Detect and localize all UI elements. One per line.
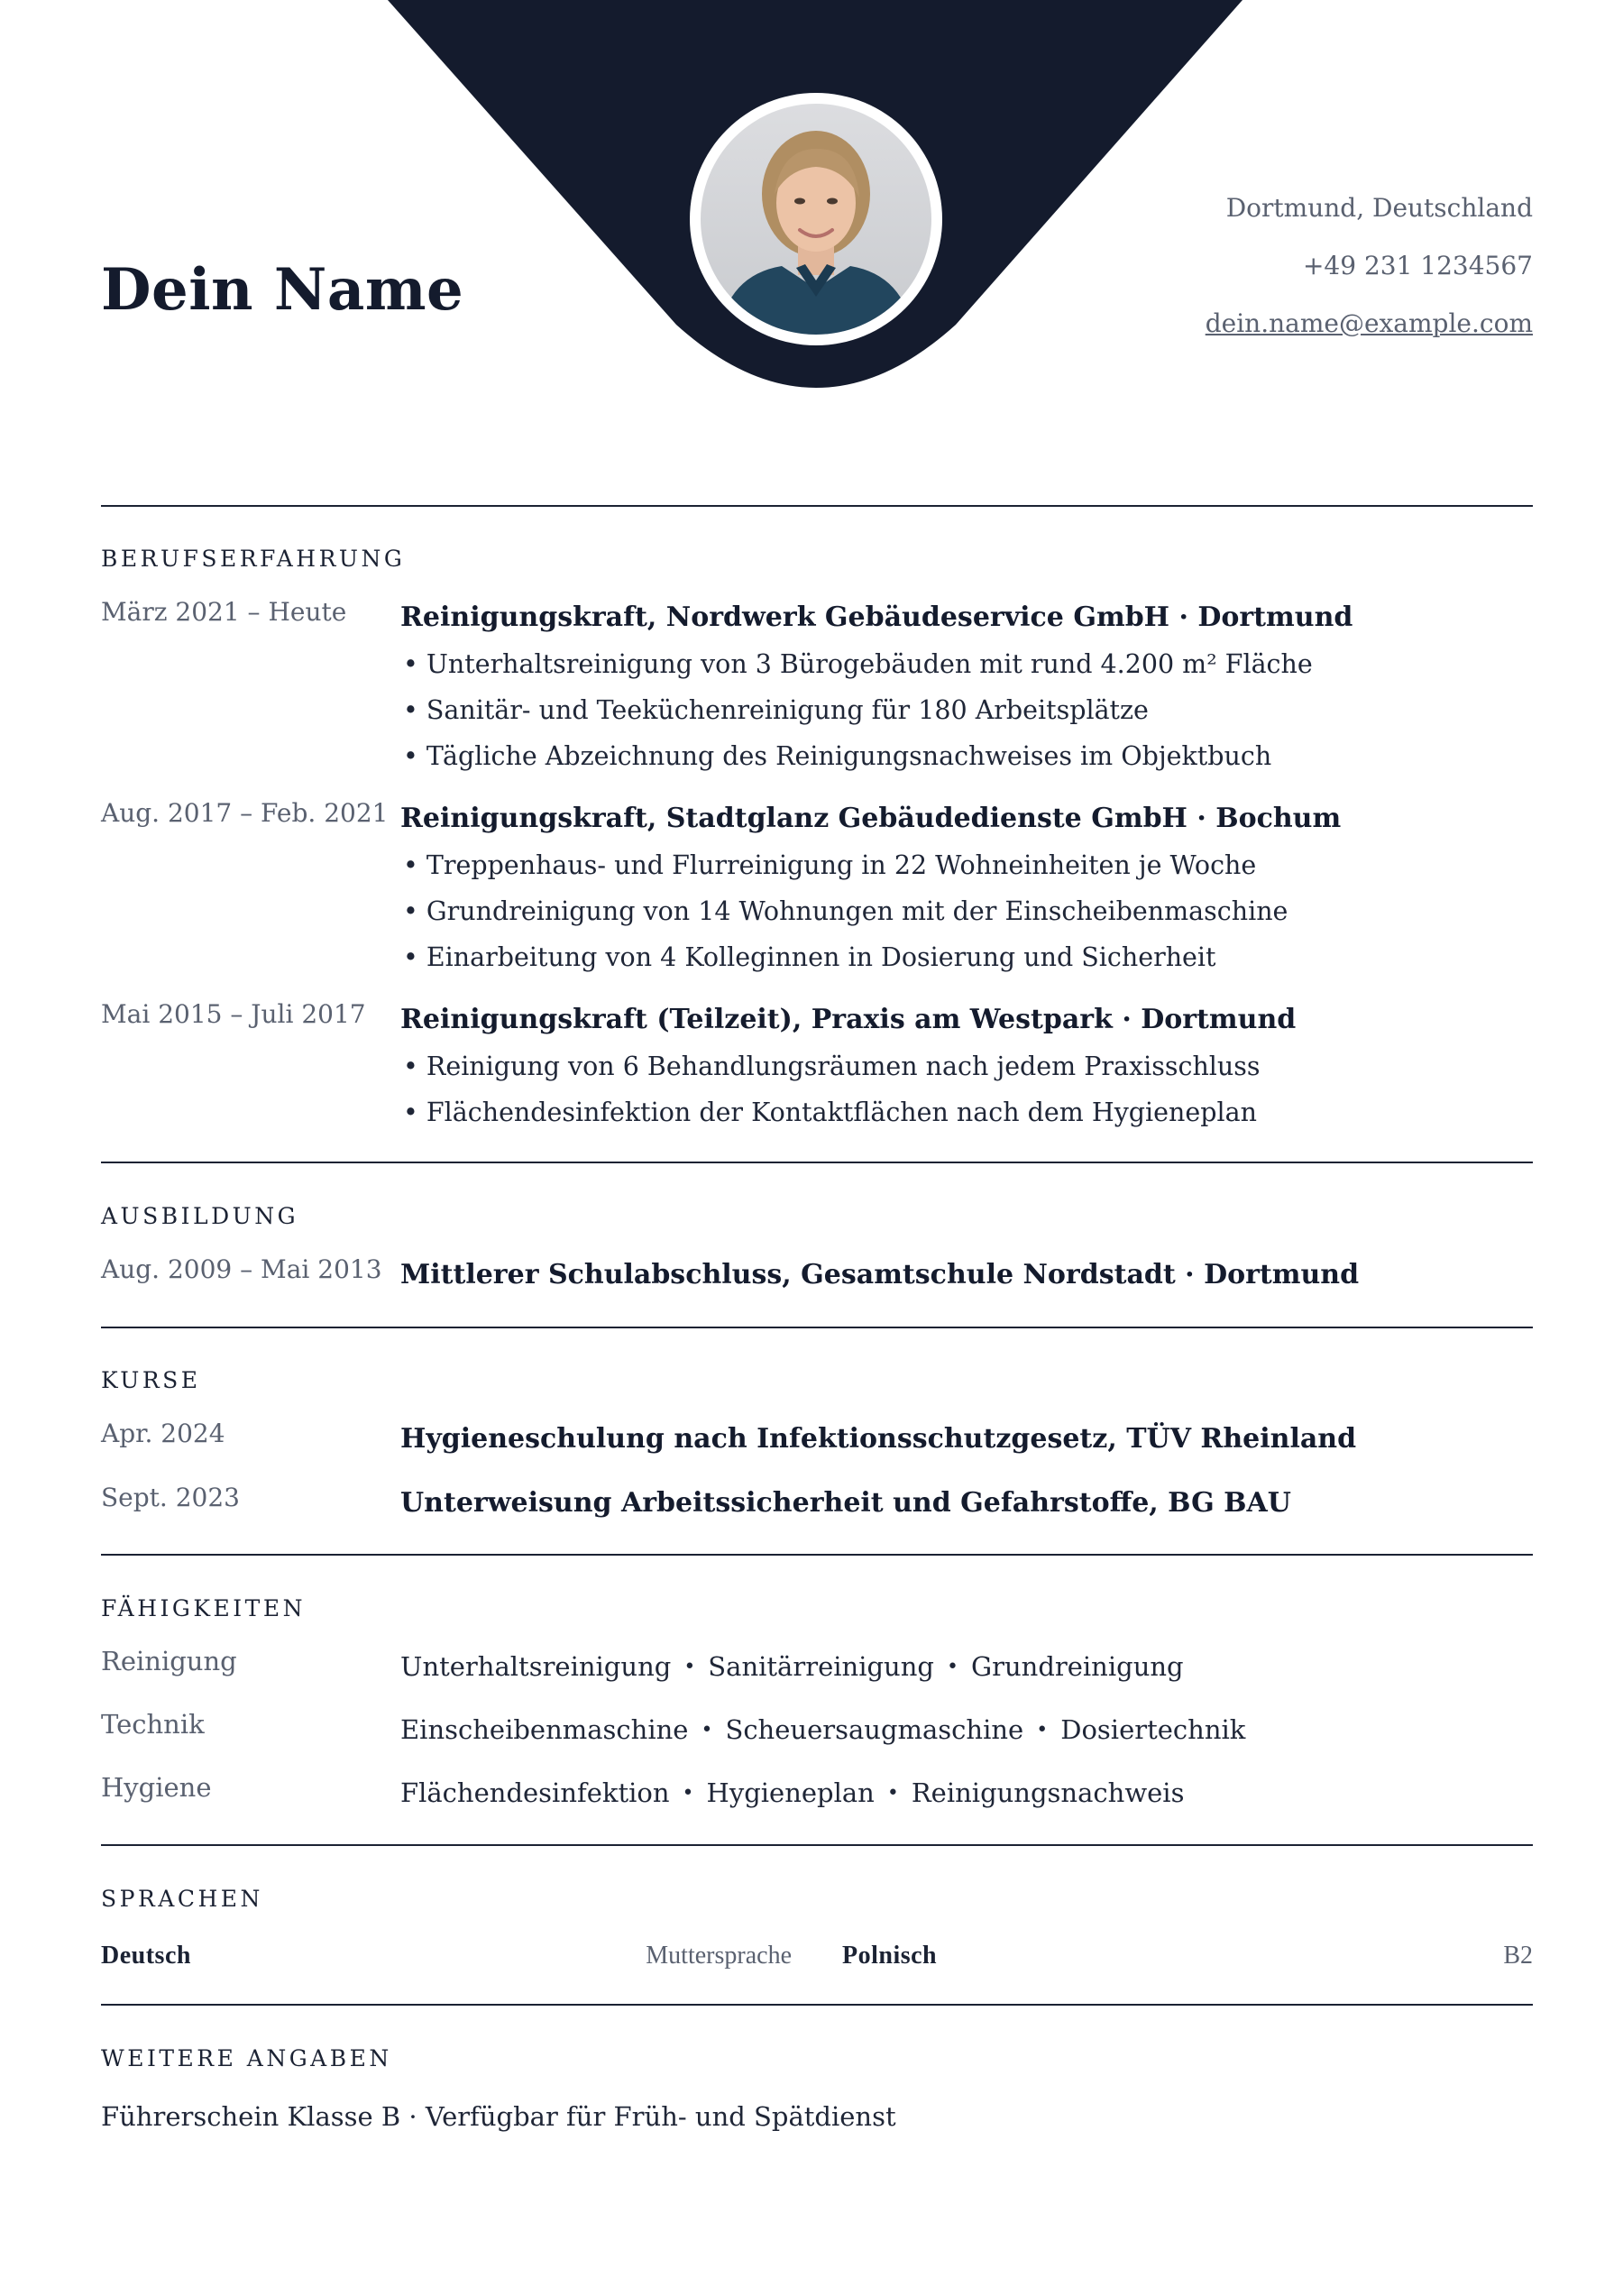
experience-date: Mai 2015 – Juli 2017 bbox=[101, 999, 366, 1029]
course-date: Apr. 2024 bbox=[101, 1419, 225, 1448]
experience-bullet: • Flächendesinfektion der Kontaktflächen nach dem Hygieneplan bbox=[403, 1097, 1257, 1127]
skill-group-label: Technik bbox=[101, 1709, 205, 1740]
section-title-languages: SPRACHEN bbox=[101, 1886, 263, 1912]
skill-item: Flächendesinfektion bbox=[400, 1777, 670, 1808]
experience-bullet: • Reinigung von 6 Behandlungsräumen nach jedem Praxisschluss bbox=[403, 1052, 1261, 1081]
section-divider bbox=[101, 1844, 1533, 1846]
skill-item: Scheuersaugmaschine bbox=[725, 1714, 1024, 1745]
bullet-separator: • bbox=[701, 1719, 713, 1741]
language-level: B2 bbox=[1503, 1942, 1533, 1970]
skill-item: Grundreinigung bbox=[970, 1651, 1184, 1682]
skill-group-label: Hygiene bbox=[101, 1772, 212, 1803]
experience-heading: Reinigungskraft (Teilzeit), Praxis am Westpark · Dortmund bbox=[400, 1004, 1297, 1035]
experience-date: März 2021 – Heute bbox=[101, 597, 347, 627]
bullet-separator: • bbox=[683, 1656, 696, 1678]
experience-heading: Reinigungskraft, Nordwerk Gebäudeservice GmbH · Dortmund bbox=[400, 602, 1353, 633]
section-title-courses: KURSE bbox=[101, 1367, 201, 1393]
section-title-extra: WEITERE ANGABEN bbox=[101, 2045, 392, 2071]
education-heading: Mittlerer Schulabschluss, Gesamtschule Nordstadt · Dortmund bbox=[400, 1259, 1360, 1290]
bullet-separator: • bbox=[682, 1782, 694, 1805]
candidate-name: Dein Name bbox=[101, 256, 464, 324]
experience-bullet: • Treppenhaus- und Flurreinigung in 22 Wohneinheiten je Woche bbox=[403, 850, 1257, 880]
extra-info-text: Führerschein Klasse B · Verfügbar für Früh- und Spätdienst bbox=[101, 2101, 896, 2132]
skill-item: Reinigungsnachweis bbox=[911, 1777, 1185, 1808]
section-divider bbox=[101, 1327, 1533, 1328]
course-date: Sept. 2023 bbox=[101, 1483, 240, 1512]
email-link[interactable]: dein.name@example.com bbox=[1205, 308, 1533, 338]
phone-text: +49 231 1234567 bbox=[1302, 251, 1533, 280]
bullet-separator: • bbox=[946, 1656, 958, 1678]
skill-group-items bbox=[400, 1651, 1184, 1682]
language-name: Polnisch bbox=[842, 1942, 938, 1970]
section-title-skills: FÄHIGKEITEN bbox=[101, 1595, 306, 1621]
experience-heading: Reinigungskraft, Stadtglanz Gebäudedienste GmbH · Bochum bbox=[400, 803, 1342, 834]
location-text: Dortmund, Deutschland bbox=[1225, 193, 1533, 223]
section-divider bbox=[101, 2004, 1533, 2006]
skill-group-label: Reinigung bbox=[101, 1646, 237, 1676]
experience-bullet: • Einarbeitung von 4 Kolleginnen in Dosierung und Sicherheit bbox=[403, 942, 1216, 972]
section-title-experience: BERUFSERFAHRUNG bbox=[101, 546, 406, 572]
course-heading: Hygieneschulung nach Infektionsschutzgesetz, TÜV Rheinland bbox=[400, 1423, 1357, 1455]
language-name: Deutsch bbox=[101, 1942, 191, 1970]
course-heading: Unterweisung Arbeitssicherheit und Gefahrstoffe, BG BAU bbox=[400, 1487, 1291, 1519]
profile-photo bbox=[690, 93, 942, 345]
section-divider bbox=[101, 1162, 1533, 1163]
skill-item: Unterhaltsreinigung bbox=[400, 1651, 672, 1682]
experience-bullet: • Grundreinigung von 14 Wohnungen mit der Einscheibenmaschine bbox=[403, 896, 1288, 926]
skill-group-items bbox=[400, 1714, 1246, 1745]
bullet-separator: • bbox=[1036, 1719, 1049, 1741]
skill-item: Hygieneplan bbox=[706, 1777, 875, 1808]
skill-item: Dosiertechnik bbox=[1060, 1714, 1246, 1745]
skill-group-items bbox=[400, 1777, 1185, 1808]
section-title-education: AUSBILDUNG bbox=[101, 1203, 299, 1229]
experience-bullet: • Unterhaltsreinigung von 3 Bürogebäuden mit rund 4.200 m² Fläche bbox=[403, 649, 1313, 679]
experience-bullet: • Tägliche Abzeichnung des Reinigungsnachweises im Objektbuch bbox=[403, 741, 1272, 771]
education-date: Aug. 2009 – Mai 2013 bbox=[101, 1254, 382, 1284]
experience-bullet: • Sanitär- und Teeküchenreinigung für 180 Arbeitsplätze bbox=[403, 695, 1149, 725]
section-divider bbox=[101, 1554, 1533, 1556]
skill-item: Einscheibenmaschine bbox=[400, 1714, 689, 1745]
skill-item: Sanitärreinigung bbox=[708, 1651, 934, 1682]
section-divider bbox=[101, 505, 1533, 507]
contact-block bbox=[1206, 187, 1533, 360]
experience-date: Aug. 2017 – Feb. 2021 bbox=[101, 798, 389, 828]
language-level: Muttersprache bbox=[646, 1942, 792, 1970]
bullet-separator: • bbox=[886, 1782, 899, 1805]
